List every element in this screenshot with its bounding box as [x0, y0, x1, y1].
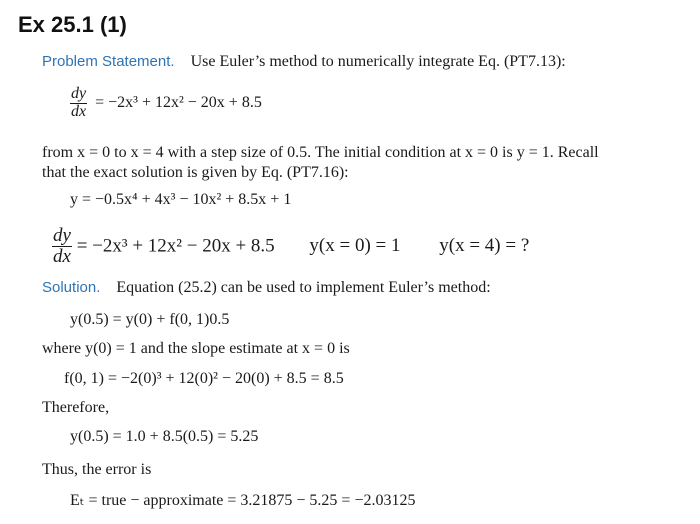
problem-statement-line — [42, 53, 566, 71]
annotation-numerator: dy — [53, 225, 71, 246]
fraction-numerator: dy — [71, 85, 87, 102]
annotation-equation — [52, 226, 529, 267]
initial-condition: y(x = 0) = 1 — [309, 235, 401, 257]
thus-text: Thus, the error is — [42, 461, 152, 478]
equation-rhs: = −2x³ + 12x² − 20x + 8.5 — [95, 94, 262, 112]
therefore-text: Therefore, — [42, 399, 110, 416]
where-text: where y(0) = 1 and the slope estimate at x = 0 is — [42, 340, 350, 357]
derivative-fraction — [70, 86, 87, 121]
problem-intro: Use Euler’s method to numerically integrate Eq. (PT7.13): — [190, 53, 566, 70]
solution-label: Solution. — [42, 279, 101, 296]
differential-equation — [70, 86, 262, 121]
error-equation: Eₜ = true − approximate = 3.21875 − 5.25 = −2.03125 — [70, 492, 416, 509]
problem-text-line-2: that the exact solution is given by Eq. (PT7.16): — [42, 164, 349, 181]
problem-statement-label: Problem Statement. — [42, 53, 175, 70]
problem-text-line-1: from x = 0 to x = 4 with a step size of 0.5. The initial condition at x = 0 is y = 1. Recall — [42, 144, 599, 161]
exact-solution-equation: y = −0.5x⁴ + 4x³ − 10x² + 8.5x + 1 — [70, 191, 292, 208]
annotation-rhs: = −2x³ + 12x² − 20x + 8.5 — [76, 235, 275, 257]
result-equation: y(0.5) = 1.0 + 8.5(0.5) = 5.25 — [70, 428, 259, 445]
target-value: y(x = 4) = ? — [439, 235, 530, 257]
annotation-denominator: dx — [53, 245, 71, 267]
page-title: Ex 25.1 (1) — [18, 12, 127, 37]
solution-line — [42, 279, 491, 297]
fraction-denominator: dx — [71, 102, 87, 120]
annotation-fraction — [52, 226, 72, 267]
euler-step-equation: y(0.5) = y(0) + f(0, 1)0.5 — [70, 311, 230, 328]
solution-intro: Equation (25.2) can be used to implement Euler’s method: — [116, 279, 491, 296]
slope-equation: f(0, 1) = −2(0)³ + 12(0)² − 20(0) + 8.5 = 8.5 — [64, 370, 344, 387]
